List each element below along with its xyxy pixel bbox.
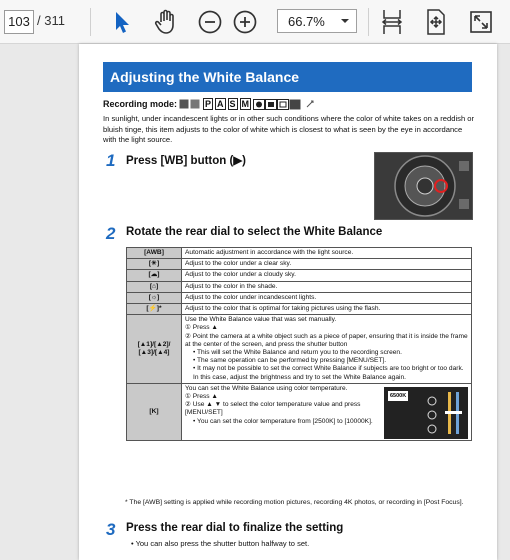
table-row [127,315,472,384]
wb-key: [AWB] [127,248,182,259]
k-bullets [185,418,380,426]
fit-width-icon [380,9,404,35]
video-modes-icon [253,99,303,110]
color-temp-value: 6500K [388,391,408,401]
toolbar-separator [368,8,369,36]
page-number-input[interactable]: 103 [4,10,34,34]
wb-desc [182,315,472,384]
intelligent-auto-icon [179,99,201,109]
wb-desc: Adjust to the color under a clear sky. [182,259,472,270]
table-row [127,383,472,440]
white-balance-table [126,247,472,441]
table-row [127,259,472,270]
mode-a: A [217,99,224,109]
k-step-1: ① Press ▲ [185,393,218,401]
step-1-title: Press [WB] button (▶) [126,155,246,167]
table-row [127,248,472,259]
chevron-down-icon [340,16,350,26]
recording-mode-row [103,98,315,110]
minus-circle-icon [197,9,223,35]
mode-s: S [229,99,236,109]
step-2-number: 2 [106,224,116,243]
intro-text: In sunlight, under incandescent lights or in other such conditions where the color of white takes on a reddish or bluish tinge, this item adjusts to the color of white which is closest to what is seen by the eye in accordance with the light source. [103,114,475,145]
wb-key: [▲1]/[▲2]/ [▲3]/[▲4] [127,315,182,384]
plus-circle-icon [232,9,258,35]
table-row [127,304,472,315]
list-item: • You can set the color temperature from [2500K] to [10000K]. [193,418,380,426]
pdf-toolbar [0,0,510,44]
mode-p: P [205,99,212,109]
wb-key: [⌂] [127,281,182,292]
creative-control-icon [305,99,315,109]
set-bullets [185,349,468,382]
fit-width-button[interactable] [377,7,407,37]
k-step-2: ② Use ▲ ▼ to select the color temperature value and press [MENU/SET] [185,401,361,417]
step-2-title: Rotate the rear dial to select the White Balance [126,226,383,238]
table-row [127,281,472,292]
camera-dial-illustration [375,153,472,219]
wb-key: [☼] [127,292,182,303]
zoom-value: 66.7% [288,14,325,29]
set-step-2: ② Point the camera at a white object such as a piece of paper, ensuring that it is inside the frame at the center of the screen, and press the shutter button [185,332,468,348]
cursor-icon [110,10,132,34]
hand-tool-button[interactable] [151,7,181,37]
wb-desc: Adjust to the color under incandescent lights. [182,292,472,303]
page-total: / 311 [37,13,65,28]
wb-desc: Automatic adjustment in accordance with the light source. [182,248,472,259]
recording-mode-label: Recording mode: [103,99,178,109]
set-step-1: ① Press ▲ [185,324,218,332]
table-row [127,270,472,281]
list-item: • This will set the White Balance and return you to the recording screen. [193,349,468,357]
select-tool-button[interactable] [106,7,136,37]
color-temp-slider-illustration [384,387,468,439]
step-3-subtext: • You can also press the shutter button halfway to set. [131,539,310,548]
zoom-out-button[interactable] [195,7,225,37]
k-lead: You can set the White Balance using color temperature. [185,384,348,392]
section-title: Adjusting the White Balance [103,62,472,92]
zoom-in-button[interactable] [230,7,260,37]
wb-key: [⚡]* [127,304,182,315]
toolbar-separator [90,8,91,36]
wb-desc [182,383,472,440]
color-temp-screen [384,387,468,439]
list-item: • It may not be possible to set the correct White Balance if subjects are too bright or too dark. In this case, adjust the brightness and try to set the White Balance again. [193,365,468,381]
step-1-number: 1 [106,151,116,170]
expand-icon [469,10,493,34]
zoom-select[interactable] [277,9,357,33]
wb-key: [☁] [127,270,182,281]
step-3-title: Press the rear dial to finalize the setting [126,522,344,534]
step-3-number: 3 [106,520,116,539]
wb-key: [☀] [127,259,182,270]
fit-page-button[interactable] [421,7,451,37]
mode-m: M [241,99,250,109]
wb-desc: Adjust to the color that is optimal for taking pictures using the flash. [182,304,472,315]
wb-desc: Adjust to the color in the shade. [182,281,472,292]
wb-desc: Adjust to the color under a cloudy sky. [182,270,472,281]
set-lead: Use the White Balance value that was set manually. [185,316,337,324]
list-item: • The same operation can be performed by pressing [MENU/SET]. [193,357,468,365]
wb-key: [K] [127,383,182,440]
footnote: * The [AWB] setting is applied while recording motion pictures, recording 4K photos, or recording in [Post Focus]. [125,499,464,506]
camera-dial-image [374,152,473,220]
pdf-page [79,44,497,560]
fullscreen-button[interactable] [466,7,496,37]
hand-icon [154,9,178,35]
fit-page-icon [424,9,448,35]
table-row [127,292,472,303]
